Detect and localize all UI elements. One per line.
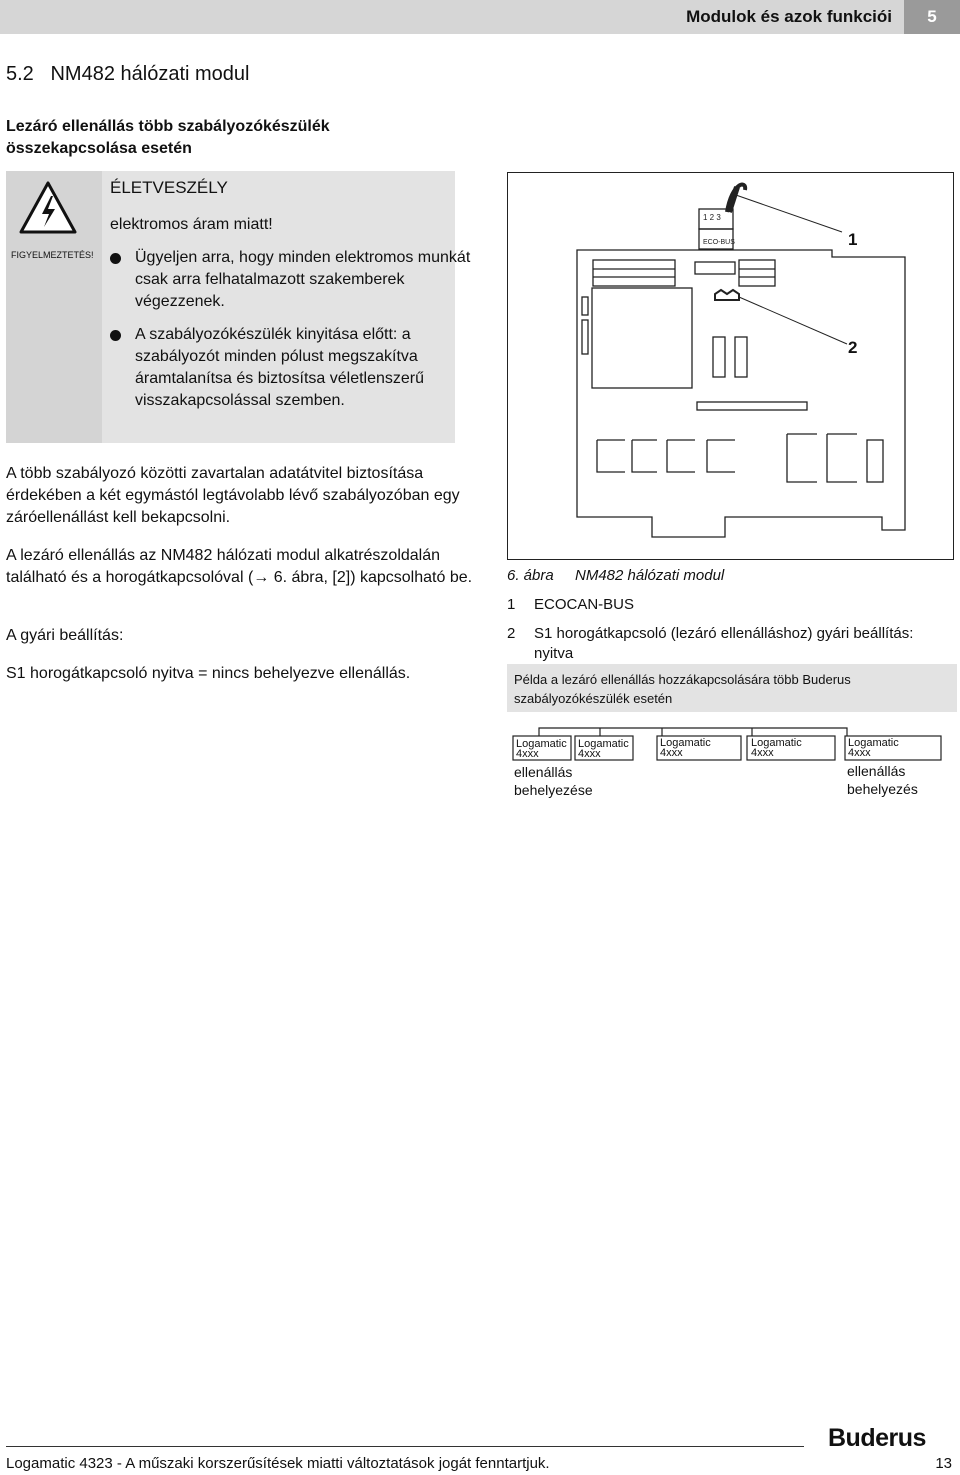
legend-number: 2 [507, 625, 516, 642]
device-name: Logamatic [516, 738, 567, 750]
device-name: Logamatic [660, 737, 711, 749]
device-model: 4xxx [848, 747, 871, 759]
figure-callout-2: 2 [848, 338, 858, 357]
body-paragraph: A lezáró ellenállás az NM482 hálózati modul alkatrészoldalán található és a horogátkapcsolóval (→ 6. ábra, [2]) kapcsolható be. [6, 547, 473, 586]
bullet-dot-icon [110, 330, 121, 341]
legend-item [507, 624, 957, 664]
warning-bullet-text: A szabályozókészülék kinyitása előtt: a szabályozót minden pólust megszakítva áramtalanítsa és biztosítsa véletlenszerű visszakapcsolással szemben. [135, 326, 425, 409]
device-model: 4xxx [516, 748, 539, 760]
footer-text: Logamatic 4323 - A műszaki korszerűsítések miatti változtatások jogát fenntartjuk. [6, 1455, 550, 1472]
section-title: NM482 hálózati modul [50, 63, 250, 85]
nm482-board-drawing [507, 172, 954, 560]
bullet-dot-icon [110, 253, 121, 264]
device-model: 4xxx [578, 748, 601, 760]
warning-bullet-text: Ügyeljen arra, hogy minden elektromos munkát csak arra felhatalmazott szakemberek végezzenek. [135, 249, 471, 310]
resistor-note-right: behelyezés [847, 781, 918, 797]
body-paragraph: A több szabályozó közötti zavartalan adatátvitel biztosítása érdekében a két egymástól legtávolabb lévő szabályozóban egy záróellenállást kell bekapcsolni. [6, 465, 460, 526]
device-name: Logamatic [848, 737, 899, 749]
section-subtitle: Lezáró ellenállás több szabályozókészülék összekapcsolása esetén [6, 118, 330, 157]
buderus-logo: Buderus [828, 1424, 926, 1452]
device-name: Logamatic [751, 737, 802, 749]
page-number: 13 [935, 1455, 952, 1472]
figure-callout-1: 1 [848, 230, 858, 249]
high-voltage-warning-icon [18, 180, 78, 236]
connector-pins: 1 2 3 [703, 213, 721, 222]
legend-number: 1 [507, 596, 516, 613]
resistor-note-left: ellenállás [514, 764, 573, 780]
body-paragraph: S1 horogátkapcsoló nyitva = nincs behelyezve ellenállás. [6, 665, 411, 682]
resistor-note-right: ellenállás [847, 763, 906, 779]
device-name: Logamatic [578, 738, 629, 750]
body-paragraph: A gyári beállítás: [6, 627, 124, 644]
legend-item [507, 595, 634, 615]
warning-label: FIGYELMEZTETÉS! [11, 250, 94, 260]
bus-diagram [507, 722, 947, 812]
footer-rule [6, 1446, 804, 1447]
resistor-note-left: behelyezése [514, 782, 593, 798]
section-number: 5.2 [6, 63, 34, 85]
figure-caption-title: NM482 hálózati modul [575, 567, 725, 584]
legend-text: S1 horogátkapcsoló (lezáró ellenálláshoz) gyári beállítás: nyitva [534, 625, 914, 662]
chapter-title: Modulok és azok funkciói [686, 7, 892, 26]
warning-bullet [110, 324, 475, 412]
warning-heading: ÉLETVESZÉLY [110, 178, 228, 197]
example-text: Példa a lezáró ellenállás hozzákapcsolására több Buderus szabályozókészülék esetén [514, 672, 851, 706]
legend-text: ECOCAN-BUS [534, 596, 635, 613]
chapter-number: 5 [904, 0, 960, 34]
section-heading [6, 63, 249, 86]
figure-caption-number: 6. ábra [507, 567, 554, 584]
warning-bullet [110, 247, 475, 313]
connector-label: ECO-BUS [703, 239, 735, 246]
device-model: 4xxx [660, 747, 683, 759]
warning-cause: elektromos áram miatt! [110, 216, 273, 233]
device-model: 4xxx [751, 747, 774, 759]
